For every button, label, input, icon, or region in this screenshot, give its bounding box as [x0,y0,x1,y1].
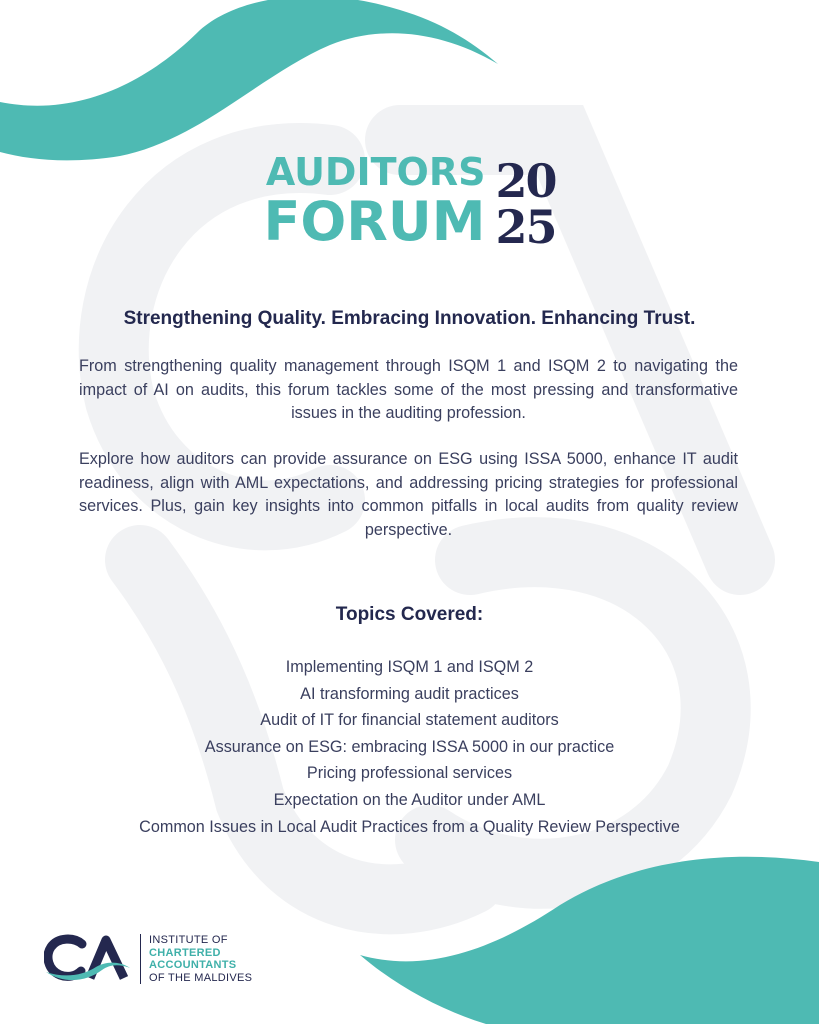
intro-paragraph: From strengthening quality management through ISQM 1 and ISQM 2 to navigating the impact of AI on audits, this forum tackles some of the most pressing and transformative issues in the auditing profession. [79,357,738,422]
year-first-half: 20 [495,154,556,208]
topic-item: Expectation on the Auditor under AML [273,790,546,809]
topic-item: Pricing professional services [306,764,513,783]
title-auditors: AUDITORS [265,150,486,194]
event-title [0,150,819,254]
topic-item: Assurance on ESG: embracing ISSA 5000 in our practice [204,737,615,756]
organization-logo [44,934,252,984]
topics-list [0,654,819,840]
ca-logo-mark-icon [44,934,132,984]
org-name-line-2: CHARTERED [149,946,221,959]
tagline: Strengthening Quality. Embracing Innovation. Enhancing Trust. [123,308,696,329]
topic-item: Implementing ISQM 1 and ISQM 2 [285,658,534,676]
org-name-line-3: ACCOUNTANTS [149,959,237,971]
topics-heading: Topics Covered: [335,604,484,625]
org-name-line-4: OF THE MALDIVES [149,971,253,984]
title-forum: FORUM [263,190,486,253]
organization-name [140,934,252,984]
event-year [495,154,556,254]
topic-item: Audit of IT for financial statement auditors [260,711,559,730]
year-second-half: 25 [495,200,556,254]
topic-item: AI transforming audit practices [300,684,519,703]
explore-paragraph: Explore how auditors can provide assurance on ESG using ISSA 5000, enhance IT audit readiness, align with AML expectations, and addressing pricing strategies for professional services. Plus, gain key insights into common pitfalls in local audits from quality review perspective. [79,450,738,539]
org-name-line-1: INSTITUTE OF [149,934,228,946]
topic-item: Common Issues in Local Audit Practices from a Quality Review Perspective [139,817,680,836]
